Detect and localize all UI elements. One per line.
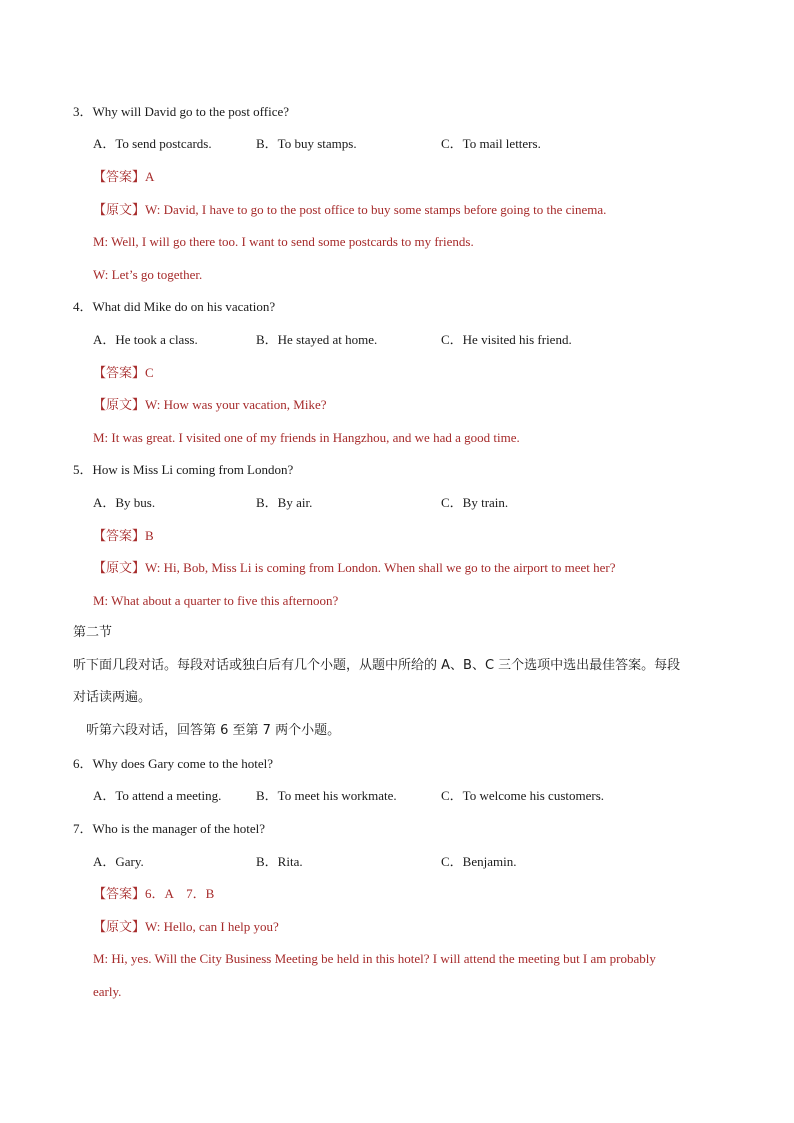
- q3-answer: [93, 169, 154, 186]
- answer-value: B: [145, 528, 154, 543]
- q5-transcript-2: M: What about a quarter to five this afternoon?: [93, 593, 339, 608]
- q7-option-c: C．Benjamin.: [441, 854, 517, 869]
- section-instruction-2: 对话读两遍。: [73, 690, 152, 705]
- q4-transcript-2: M: It was great. I visited one of my friends in Hangzhou, and we had a good time.: [93, 430, 520, 445]
- q3-transcript-3: W: Let’s go together.: [93, 267, 203, 282]
- q5-option-a: A．By bus.: [93, 495, 156, 510]
- transcript-text: W: David, I have to go to the post office to buy some stamps before going to the cinema.: [145, 202, 607, 217]
- q5-transcript-1: [93, 560, 615, 577]
- q7-transcript-1: [93, 919, 279, 936]
- transcript-tag: 【原文】: [93, 920, 146, 935]
- transcript-text: W: Hi, Bob, Miss Li is coming from London. When shall we go to the airport to meet her?: [145, 560, 616, 575]
- answer-value: C: [145, 365, 154, 380]
- question-4: 4．What did Mike do on his vacation?: [73, 299, 276, 314]
- q7-option-b: B．Rita.: [256, 854, 303, 869]
- section-title: 第二节: [73, 625, 113, 640]
- q4-option-c: C．He visited his friend.: [441, 332, 572, 347]
- answer-value: A: [145, 169, 155, 184]
- answer-tag: 【答案】: [93, 366, 146, 381]
- q4-transcript-1: [93, 397, 326, 414]
- q6-option-b: B．To meet his workmate.: [256, 788, 397, 803]
- q3-option-a: A．To send postcards.: [93, 136, 212, 151]
- transcript-tag: 【原文】: [93, 203, 146, 218]
- answer-tag: 【答案】: [93, 170, 146, 185]
- answer-tag: 【答案】: [93, 887, 146, 902]
- answer-value: 6．A 7．B: [145, 886, 215, 901]
- q3-transcript-1: [93, 202, 606, 219]
- q7-transcript-3: early.: [93, 984, 122, 999]
- q7-option-a: A．Gary.: [93, 854, 144, 869]
- question-3: 3．Why will David go to the post office?: [73, 104, 290, 119]
- q3-option-c: C．To mail letters.: [441, 136, 541, 151]
- q6-option-a: A．To attend a meeting.: [93, 788, 222, 803]
- q3-transcript-2: M: Well, I will go there too. I want to send some postcards to my friends.: [93, 234, 474, 249]
- q7-transcript-2: M: Hi, yes. Will the City Business Meeting be held in this hotel? I will attend the meeting but I am probably: [93, 951, 656, 966]
- q6-7-answer: [93, 886, 214, 903]
- transcript-text: W: How was your vacation, Mike?: [145, 397, 327, 412]
- q4-option-b: B．He stayed at home.: [256, 332, 378, 347]
- q6-option-c: C．To welcome his customers.: [441, 788, 605, 803]
- q5-answer: [93, 528, 154, 545]
- section-instruction-1: 听下面几段对话。每段对话或独白后有几个小题，从题中所给的 A、B、C 三个选项中选出最佳答案。每段: [73, 658, 681, 673]
- question-5: 5．How is Miss Li coming from London?: [73, 462, 294, 477]
- transcript-tag: 【原文】: [93, 398, 146, 413]
- q4-option-a: A．He took a class.: [93, 332, 198, 347]
- q5-option-c: C．By train.: [441, 495, 509, 510]
- q4-answer: [93, 365, 154, 382]
- dialog-6-intro: 听第六段对话，回答第 6 至第 7 两个小题。: [86, 723, 341, 738]
- q5-option-b: B．By air.: [256, 495, 313, 510]
- transcript-tag: 【原文】: [93, 561, 146, 576]
- q3-option-b: B．To buy stamps.: [256, 136, 357, 151]
- answer-tag: 【答案】: [93, 529, 146, 544]
- transcript-text: W: Hello, can I help you?: [145, 919, 279, 934]
- question-7: 7．Who is the manager of the hotel?: [73, 821, 266, 836]
- question-6: 6．Why does Gary come to the hotel?: [73, 756, 273, 771]
